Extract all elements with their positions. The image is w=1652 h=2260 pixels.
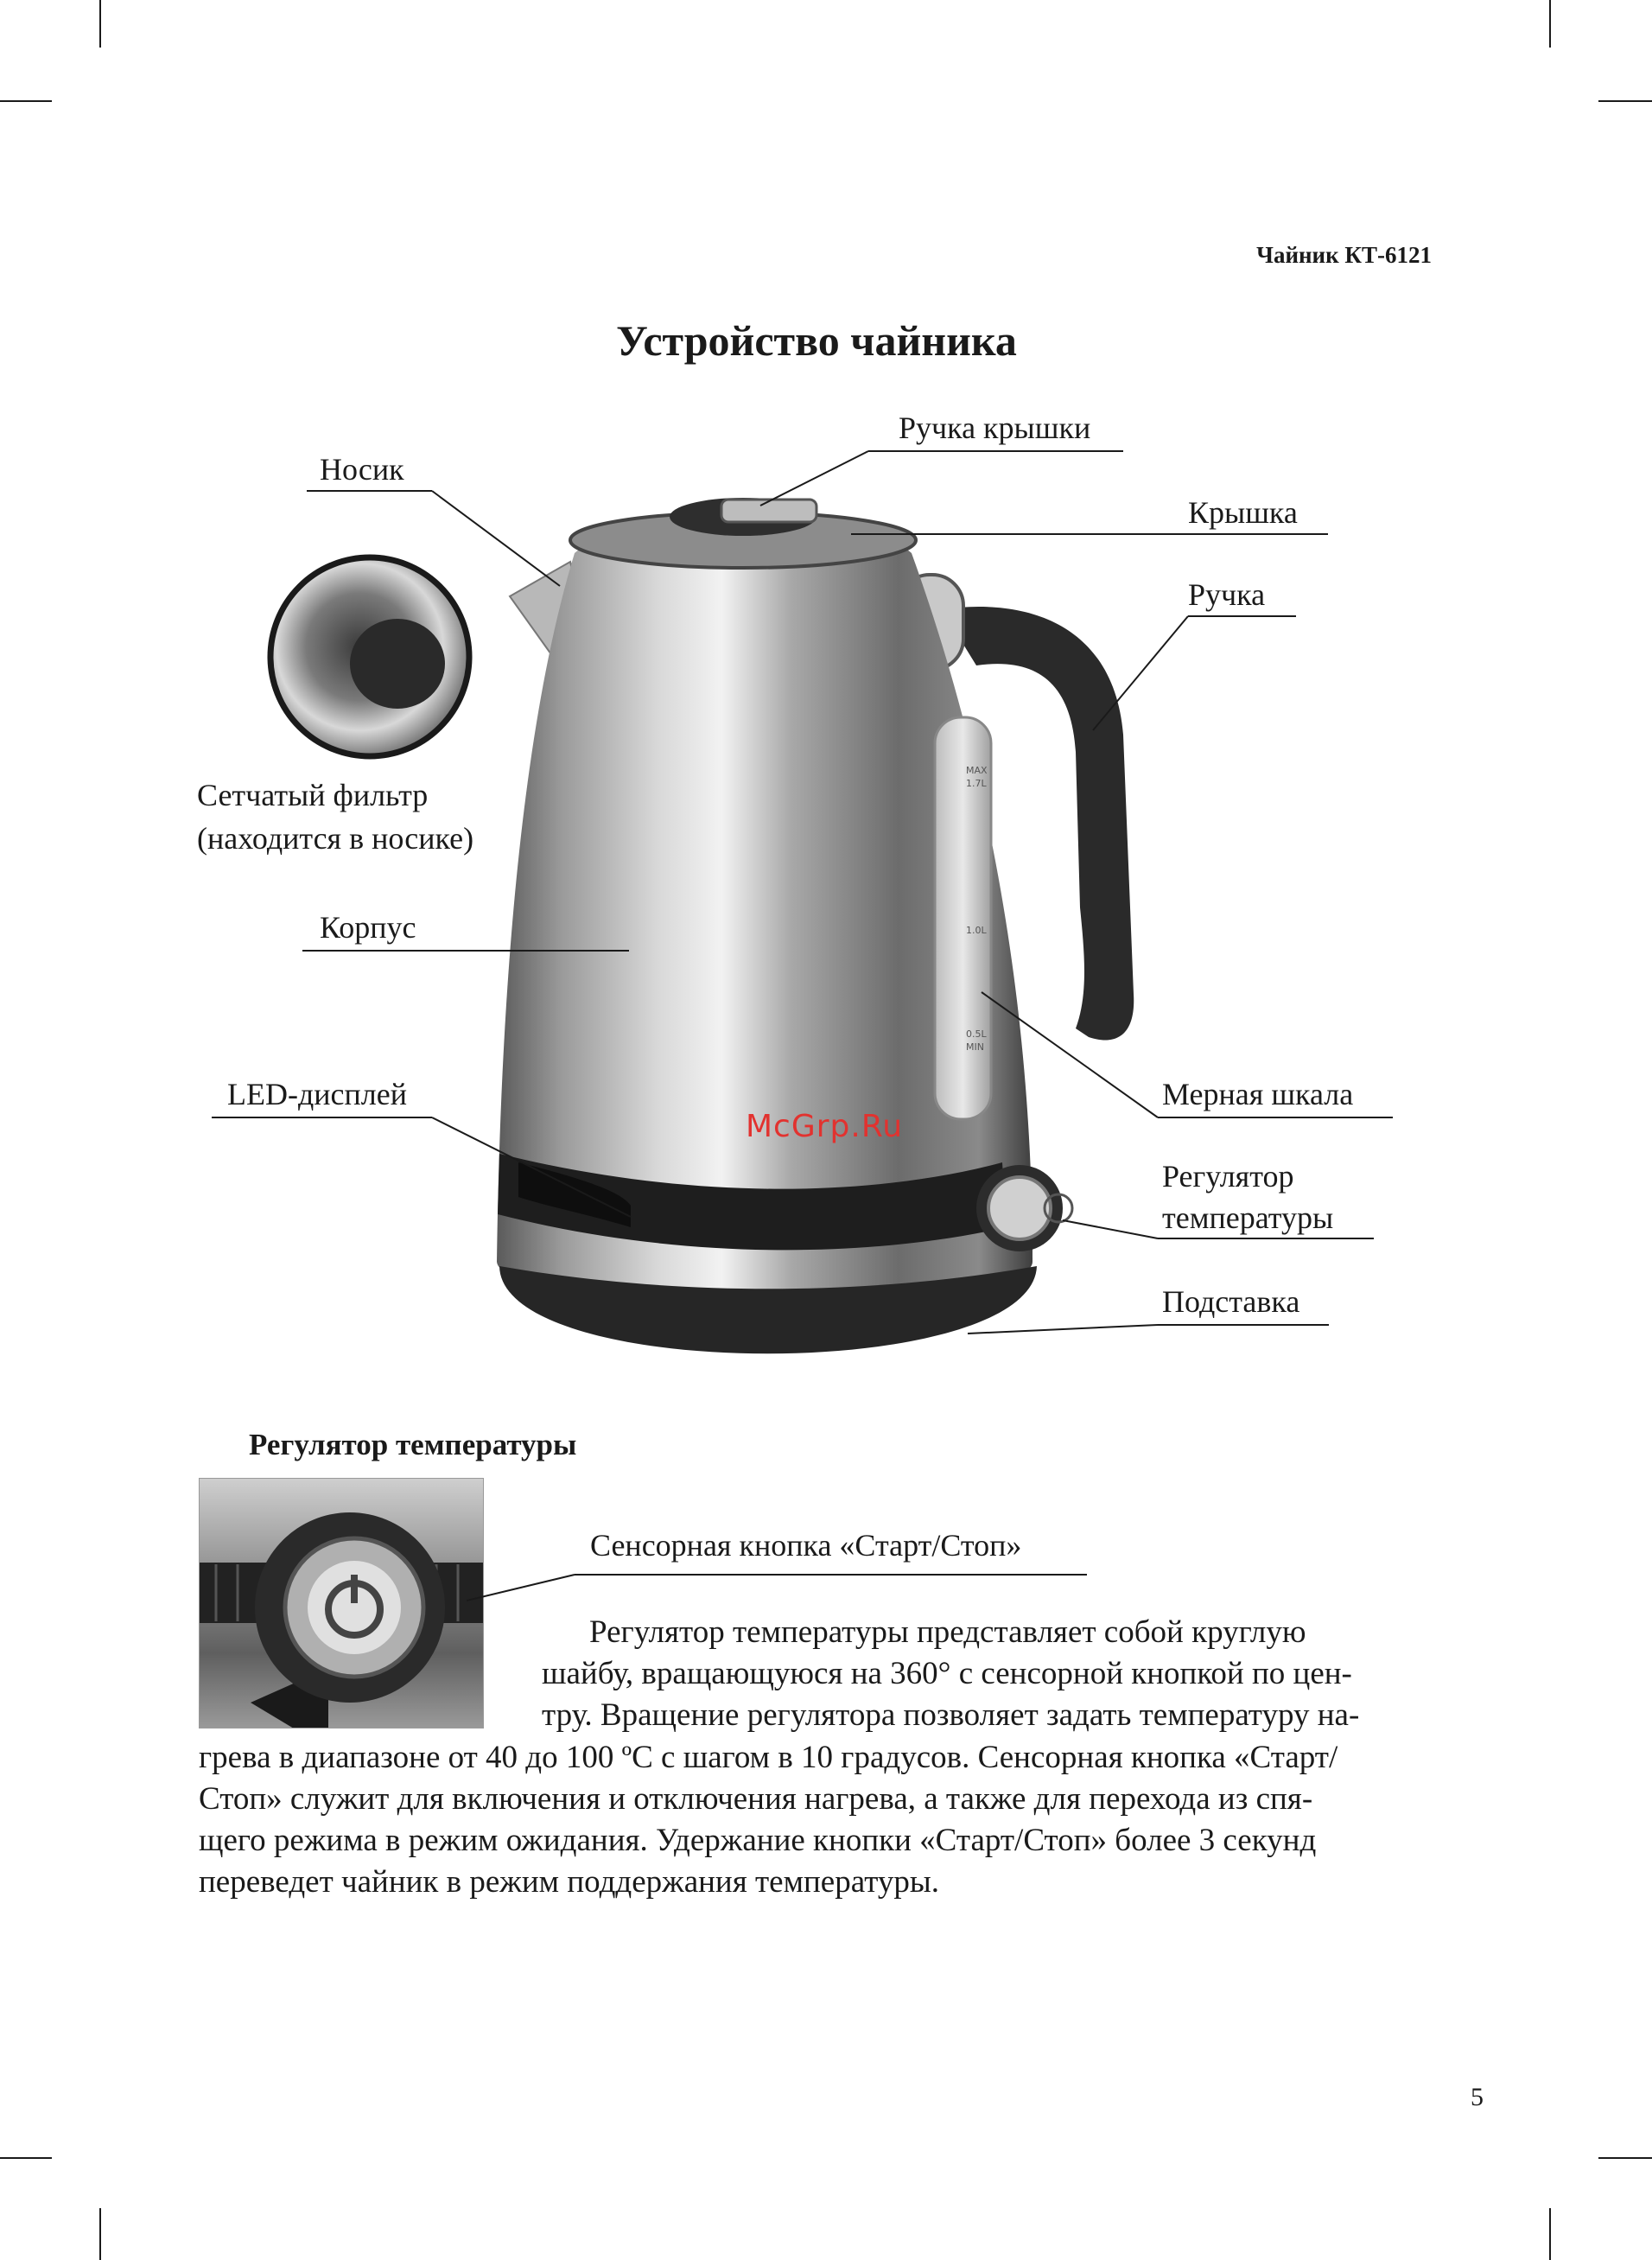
crop-mark	[1549, 2208, 1551, 2260]
watermark: McGrp.Ru	[746, 1109, 904, 1144]
paragraph-line: шайбу, вращающуюся на 360° с сенсорной кнопкой по цен-	[542, 1656, 1352, 1691]
callout-stand: Подставка	[1162, 1284, 1300, 1319]
regulator-knob	[988, 1177, 1051, 1239]
scale-min: 0.5L	[966, 1028, 987, 1040]
regulator-photo	[199, 1478, 484, 1728]
callout-spout: Носик	[320, 452, 404, 487]
callout-scale: Мерная шкала	[1162, 1077, 1354, 1111]
scale-mid: 1.0L	[966, 925, 987, 936]
scale-max: MAX	[966, 765, 988, 776]
paragraph-line: грева в диапазоне от 40 до 100 ºC с шагом в 10 градусов. Сенсорная кнопка «Старт/	[199, 1740, 1338, 1775]
scale-max-volume: 1.7L	[966, 778, 987, 789]
callout-body: Корпус	[320, 910, 416, 945]
paragraph-line: переведет чайник в режим поддержания температуры.	[199, 1864, 939, 1900]
callout-filter-line1: Сетчатый фильтр	[197, 778, 429, 812]
crop-mark	[1598, 2157, 1652, 2159]
scale-min-label: MIN	[966, 1041, 984, 1053]
page-title: Устройство чайника	[616, 316, 1017, 365]
crop-mark	[99, 2208, 101, 2260]
paragraph-line: щего режима в режим ожидания. Удержание кнопки «Старт/Стоп» более 3 секунд	[199, 1823, 1317, 1858]
callout-led: LED-дисплей	[227, 1077, 408, 1111]
callout-lid: Крышка	[1188, 495, 1298, 530]
paragraph-line: Регулятор температуры представляет собой круглую	[589, 1614, 1306, 1650]
lid-button-shape	[721, 500, 816, 522]
callout-lid-handle: Ручка крышки	[899, 411, 1091, 445]
callout-regulator-line2: температуры	[1162, 1200, 1334, 1235]
section-subtitle: Регулятор температуры	[249, 1428, 577, 1461]
filter-mesh	[350, 619, 445, 709]
paragraph-line: Стоп» служит для включения и отключения нагрева, а также для перехода из спя-	[199, 1781, 1313, 1817]
callout-filter-line2: (находится в носике)	[197, 821, 474, 856]
crop-mark	[0, 2157, 52, 2159]
callout-handle: Ручка	[1188, 577, 1266, 612]
page-number: 5	[1471, 2083, 1484, 2111]
product-header: Чайник КТ-6121	[1256, 242, 1432, 268]
paragraph-line: тру. Вращение регулятора позволяет задать температуру на-	[542, 1697, 1360, 1733]
button-label: Сенсорная кнопка «Старт/Стоп»	[590, 1528, 1022, 1563]
callout-regulator-line1: Регулятор	[1162, 1159, 1294, 1194]
